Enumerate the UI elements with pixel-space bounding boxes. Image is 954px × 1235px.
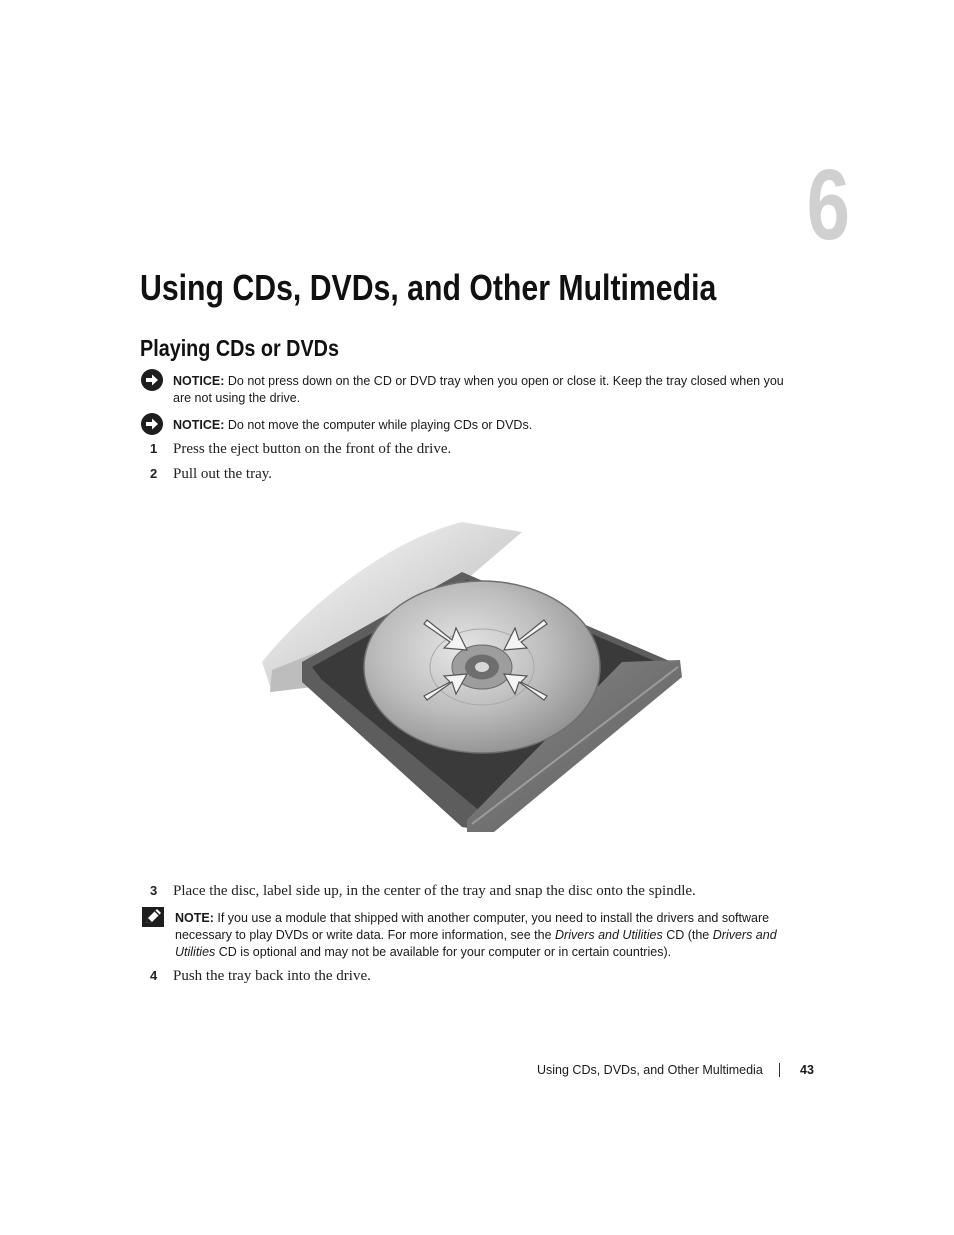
note-label: NOTE: xyxy=(175,911,214,925)
disc-tray-illustration xyxy=(262,502,692,872)
notice-arrow-icon xyxy=(141,413,163,435)
step-text: Place the disc, label side up, in the center of the tray and snap the disc onto the spindle. xyxy=(173,883,696,899)
notice-callout xyxy=(173,373,793,407)
notice-text: Do not press down on the CD or DVD tray when you open or close it. Keep the tray closed when you are not using the drive. xyxy=(173,374,784,405)
step-text: Push the tray back into the drive. xyxy=(173,968,371,984)
chapter-number: 6 xyxy=(806,149,850,261)
step-text: Press the eject button on the front of the drive. xyxy=(173,441,452,457)
note-callout xyxy=(175,910,790,961)
footer-divider xyxy=(779,1063,780,1077)
step-text: Pull out the tray. xyxy=(173,466,273,482)
notice-arrow-icon xyxy=(141,369,163,391)
step-number: 4 xyxy=(150,968,158,983)
note-italic-cd-name: Drivers and Utilities xyxy=(555,928,663,942)
notice-text: Do not move the computer while playing CDs or DVDs. xyxy=(227,418,533,432)
page-number: 43 xyxy=(800,1063,814,1077)
step-number: 2 xyxy=(150,466,158,481)
step-number: 1 xyxy=(150,441,158,456)
footer-chapter-title: Using CDs, DVDs, and Other Multimedia xyxy=(537,1063,763,1077)
notice-label: NOTICE: xyxy=(173,418,225,432)
notice-label: NOTICE: xyxy=(173,374,225,388)
section-heading: Playing CDs or DVDs xyxy=(140,335,339,361)
note-text: CD is optional and may not be available for your computer or in certain countries). xyxy=(218,945,672,959)
note-pencil-icon xyxy=(142,907,164,932)
note-text: If you use a module that shipped with another computer, you need to install the drivers and software necessary to play DVDs or write data. For more information, see the xyxy=(175,911,770,942)
chapter-title: Using CDs, DVDs, and Other Multimedia xyxy=(140,267,717,308)
step-number: 3 xyxy=(150,883,158,898)
note-text: CD (the xyxy=(666,928,710,942)
notice-callout xyxy=(173,417,793,434)
note-italic-cd-name: Drivers and Utilities xyxy=(175,928,777,959)
